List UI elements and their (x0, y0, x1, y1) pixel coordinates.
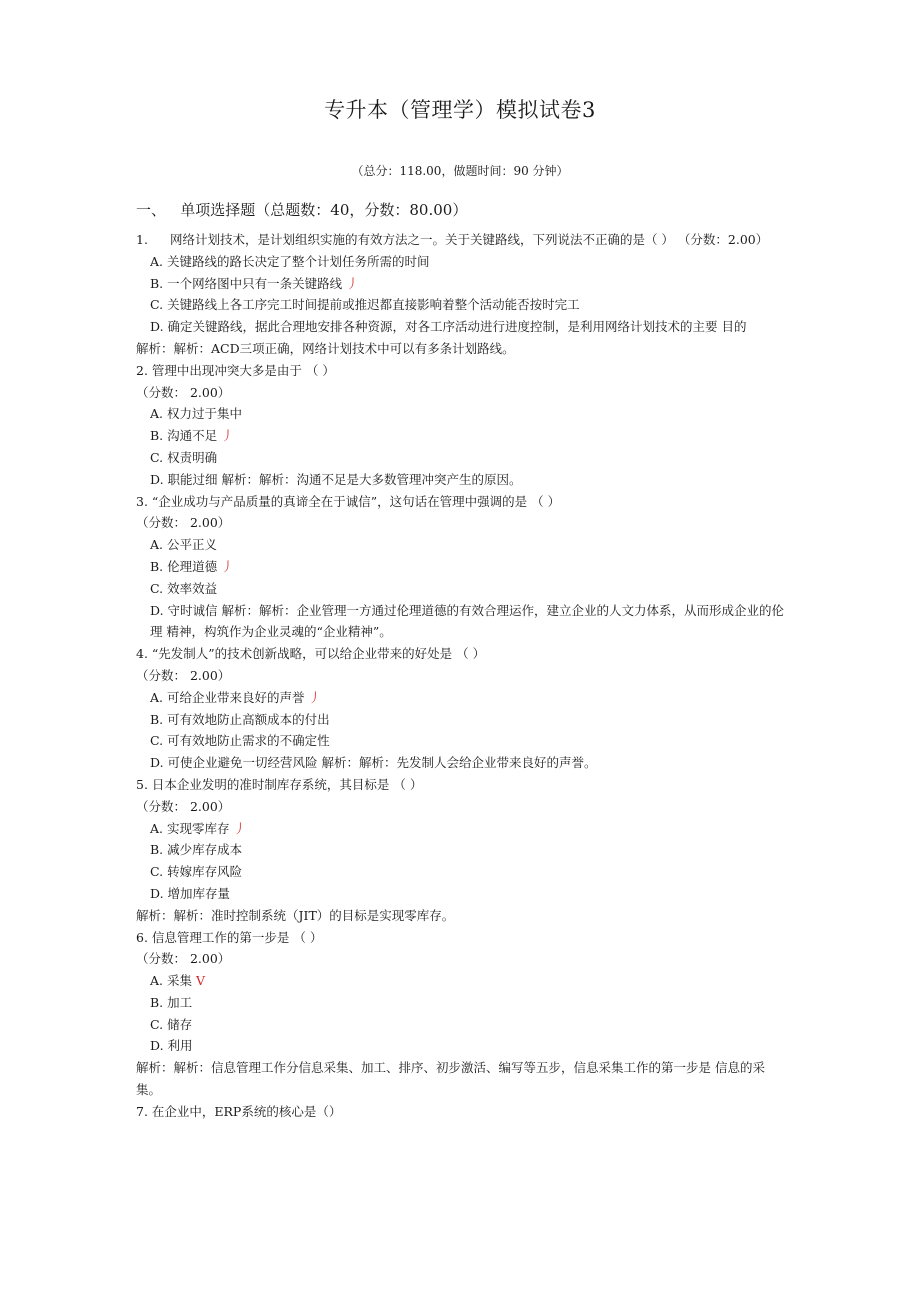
answer-check-mark: 丿 (233, 820, 246, 836)
question-6-stem: 6. 信息管理工作的第一步是 （ ） (136, 929, 323, 945)
question-6-option-a-text: A. 采集 (150, 973, 192, 989)
question-2-option-c: C. 权责明确 (150, 449, 218, 465)
question-5-analysis: 解析：解析：准时控制系统（JIT）的目标是实现零库存。 (136, 907, 455, 923)
page-title: 专升本（管理学）模拟试卷3 (324, 98, 596, 122)
question-list (136, 229, 788, 1123)
question-2-option-d: D. 职能过细 解析：解析：沟通不足是大多数管理冲突产生的原因。 (150, 471, 522, 487)
question-1-option-c: C. 关键路线上各工序完工时间提前或推迟都直接影响着整个活动能否按时完工 (150, 297, 580, 313)
question-3-option-b-text: B. 伦理道德 (150, 558, 218, 574)
question-6-score: （分数： 2.00） (136, 951, 231, 967)
question-6-analysis: 解析：解析：信息管理工作分信息采集、加工、排序、初步激活、编写等五步，信息采集工作的第一步是 信息的采集。 (136, 1060, 765, 1098)
question-2-option-a: A. 权力过于集中 (150, 406, 242, 422)
question-6-option-c: C. 储存 (150, 1016, 193, 1032)
answer-check-mark: 丿 (346, 275, 359, 291)
question-4-option-d: D. 可使企业避免一切经营风险 解析：解析：先发制人会给企业带来良好的声誉。 (150, 755, 597, 771)
question-1-text: 网络计划技术，是计划组织实施的有效方法之一。关于关键路线，下列说法不正确的是（ ） （分数：2.00） (169, 232, 769, 247)
question-4-option-c: C. 可有效地防止需求的不确定性 (150, 733, 330, 749)
question-2-score: （分数： 2.00） (136, 384, 231, 400)
question-1-number: 1. (136, 232, 148, 247)
answer-check-mark: 丿 (221, 558, 234, 574)
question-5-option-c: C. 转嫁库存风险 (150, 864, 243, 880)
question-2-stem: 2. 管理中出现冲突大多是由于 （ ） (136, 362, 335, 378)
question-4-option-a (136, 687, 788, 709)
question-1-stem (136, 229, 788, 251)
question-3-option-b (136, 556, 788, 578)
question-3-option-d: D. 守时诚信 解析：解析：企业管理一方通过伦理道德的有效合理运作，建立企业的人文力体系，从而形成企业的伦理 精神，构筑作为企业灵魂的“企业精神”。 (150, 602, 784, 640)
question-3-option-c: C. 效率效益 (150, 580, 218, 596)
question-5-option-a (136, 818, 788, 840)
question-5-score: （分数： 2.00） (136, 798, 231, 814)
question-6-option-a (136, 970, 788, 992)
question-4-option-b: B. 可有效地防止高额成本的付出 (150, 711, 330, 727)
question-2-option-b (136, 425, 788, 447)
question-5-option-d: D. 增加库存量 (150, 885, 231, 901)
question-4-stem: 4. “先发制人”的技术创新战略，可以给企业带来的好处是 （ ） (136, 646, 486, 662)
question-3-option-a: A. 公平正义 (150, 537, 217, 553)
question-1-option-a: A. 关键路线的路长决定了整个计划任务所需的时间 (150, 253, 430, 269)
question-4-option-a-text: A. 可给企业带来良好的声誉 (150, 689, 305, 705)
question-6-option-d: D. 利用 (150, 1038, 193, 1054)
question-5-option-b: B. 减少库存成本 (150, 842, 243, 858)
answer-check-mark: 丿 (221, 428, 234, 444)
question-4-score: （分数： 2.00） (136, 667, 231, 683)
question-3-score: （分数： 2.00） (136, 515, 231, 531)
question-7-stem: 7. 在企业中，ERP系统的核心是（） (136, 1103, 342, 1119)
exam-summary: （总分：118.00，做题时间：90 分钟） (351, 164, 569, 178)
question-1-option-d: D. 确定关键路线，据此合理地安排各种资源，对各工序活动进行进度控制，是利用网络计划技术的主要 目的 (150, 319, 747, 335)
question-5-stem: 5. 日本企业发明的准时制库存系统，其目标是 （ ） (136, 776, 423, 792)
section-heading: 一、 单项选择题（总题数：40，分数：80.00） (136, 201, 468, 219)
question-6-option-b: B. 加工 (150, 994, 193, 1010)
question-3-stem: 3. “企业成功与产品质量的真谛全在于诚信”，这句话在管理中强调的是 （ ） (136, 493, 561, 509)
question-1-option-b-text: B. 一个网络图中只有一条关键路线 (150, 275, 343, 291)
question-1-option-b (136, 273, 788, 295)
question-5-option-a-text: A. 实现零库存 (150, 820, 230, 836)
answer-check-mark: V (195, 973, 206, 989)
answer-check-mark: 丿 (308, 689, 321, 705)
question-2-option-b-text: B. 沟通不足 (150, 428, 218, 444)
question-1-analysis: 解析：解析：ACD三项正确，网络计划技术中可以有多条计划路线。 (136, 340, 515, 356)
